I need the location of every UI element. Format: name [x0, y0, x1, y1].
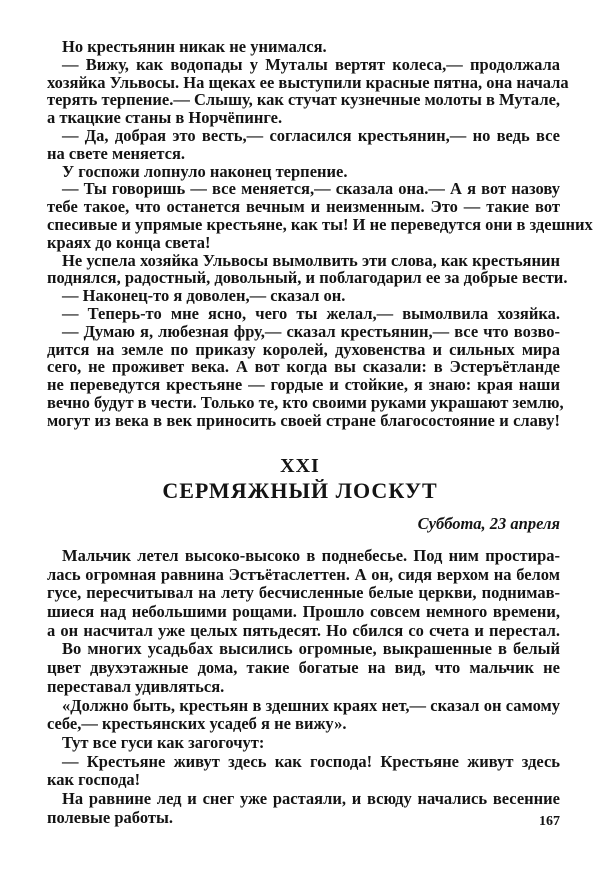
text-line: — Да, добрая это весть,— согласился крестьянин,— но ведь все — [62, 125, 560, 145]
text-line: полевые работы. — [47, 807, 173, 827]
text-line: Не успела хозяйка Ульвосы вымолвить эти слова, как крестьянин — [62, 250, 560, 270]
text-line: сего, не проживет века. А вот когда вы сказали: в Эстеръётланде — [47, 357, 560, 377]
page-number: 167 — [539, 814, 560, 829]
text-line: шиеся над небольшими рощами. Прошло совсем немного времени, — [47, 602, 560, 622]
text-line: цвет двухэтажные дома, такие богатые на вид, что мальчик не — [47, 658, 560, 678]
text-line: Тут все гуси как загогочут: — [62, 732, 265, 752]
text-line: Но крестьянин никак не унимался. — [62, 37, 327, 56]
text-block-bottom — [47, 547, 560, 827]
text-line: гусе, пересчитывал на лету бесчисленные белые церкви, поднимав- — [47, 583, 560, 603]
text-line: как господа! — [47, 770, 141, 790]
text-line: У госпожи лопнуло наконец терпение. — [62, 161, 348, 181]
text-line: — Вижу, как водопады у Муталы вертят колеса,— продолжала — [62, 54, 560, 74]
text-line: хозяйка Ульвосы. На щеках ее выступили красные пятна, она начала — [47, 72, 569, 92]
chapter-title: СЕРМЯЖНЫЙ ЛОСКУТ — [162, 478, 438, 503]
text-line: — Крестьяне живут здесь как господа! Крестьяне живут здесь — [62, 751, 560, 771]
text-line: тебе такое, что останется вечным и неизменным. Это — такие вот — [47, 197, 560, 217]
text-line: на свете меняется. — [47, 143, 185, 163]
text-line: терять терпение.— Слышу, как стучат кузнечные молоты в Мутале, — [47, 90, 561, 110]
text-block-top — [47, 37, 593, 430]
text-line: могут из века в век приносить своей стране благосостояние и славу! — [47, 410, 560, 430]
text-line: а он насчитал уже целых пятьдесят. Но сбился со счета и перестал. — [47, 620, 560, 640]
text-line: краях до конца света! — [47, 232, 211, 252]
text-line: переставал удивляться. — [47, 676, 225, 696]
text-line: себе,— крестьянских усадеб я не вижу». — [47, 714, 347, 734]
text-line: поднялся, радостный, довольный, и поблагодарил ее за добрые вести. — [47, 268, 568, 288]
text-line: вечно будут в чести. Только те, кто своими руками украшают землю, — [47, 392, 564, 412]
text-line: На равнине лед и снег уже растаяли, и всюду начались весенние — [62, 788, 560, 808]
text-line: — Теперь-то мне ясно, чего ты желал,— вымолвила хозяйка. — [62, 303, 560, 323]
text-line: дится на земле по приказу королей, духовенства и сильных мира — [47, 339, 560, 359]
text-line: не переведутся крестьяне — гордые и стойкие, я знаю: края наши — [47, 375, 560, 395]
text-line: лась огромная равнина Эстъётаслеттен. А он, сидя верхом на белом — [47, 564, 560, 584]
chapter-number: XXI — [280, 455, 320, 477]
text-line: — Наконец-то я доволен,— сказал он. — [62, 286, 346, 306]
chapter-date: Суббота, 23 апреля — [417, 514, 560, 533]
text-line: Мальчик летел высоко-высоко в поднебесье. Под ним простира- — [62, 546, 560, 565]
text-line: — Ты говоришь — все меняется,— сказала она.— А я вот назову — [62, 179, 560, 199]
text-line: — Думаю я, любезная фру,— сказал крестьянин,— все что возво- — [62, 321, 560, 341]
text-line: «Должно быть, крестьян в здешних краях нет,— сказал он самому — [62, 695, 560, 715]
text-line: а ткацкие станы в Норчёпинге. — [47, 108, 283, 128]
text-line: спесивые и упрямые крестьяне, как ты! И не переведутся они в здешних — [47, 214, 593, 234]
text-line: Во многих усадьбах высились огромные, выкрашенные в белый — [62, 639, 560, 659]
